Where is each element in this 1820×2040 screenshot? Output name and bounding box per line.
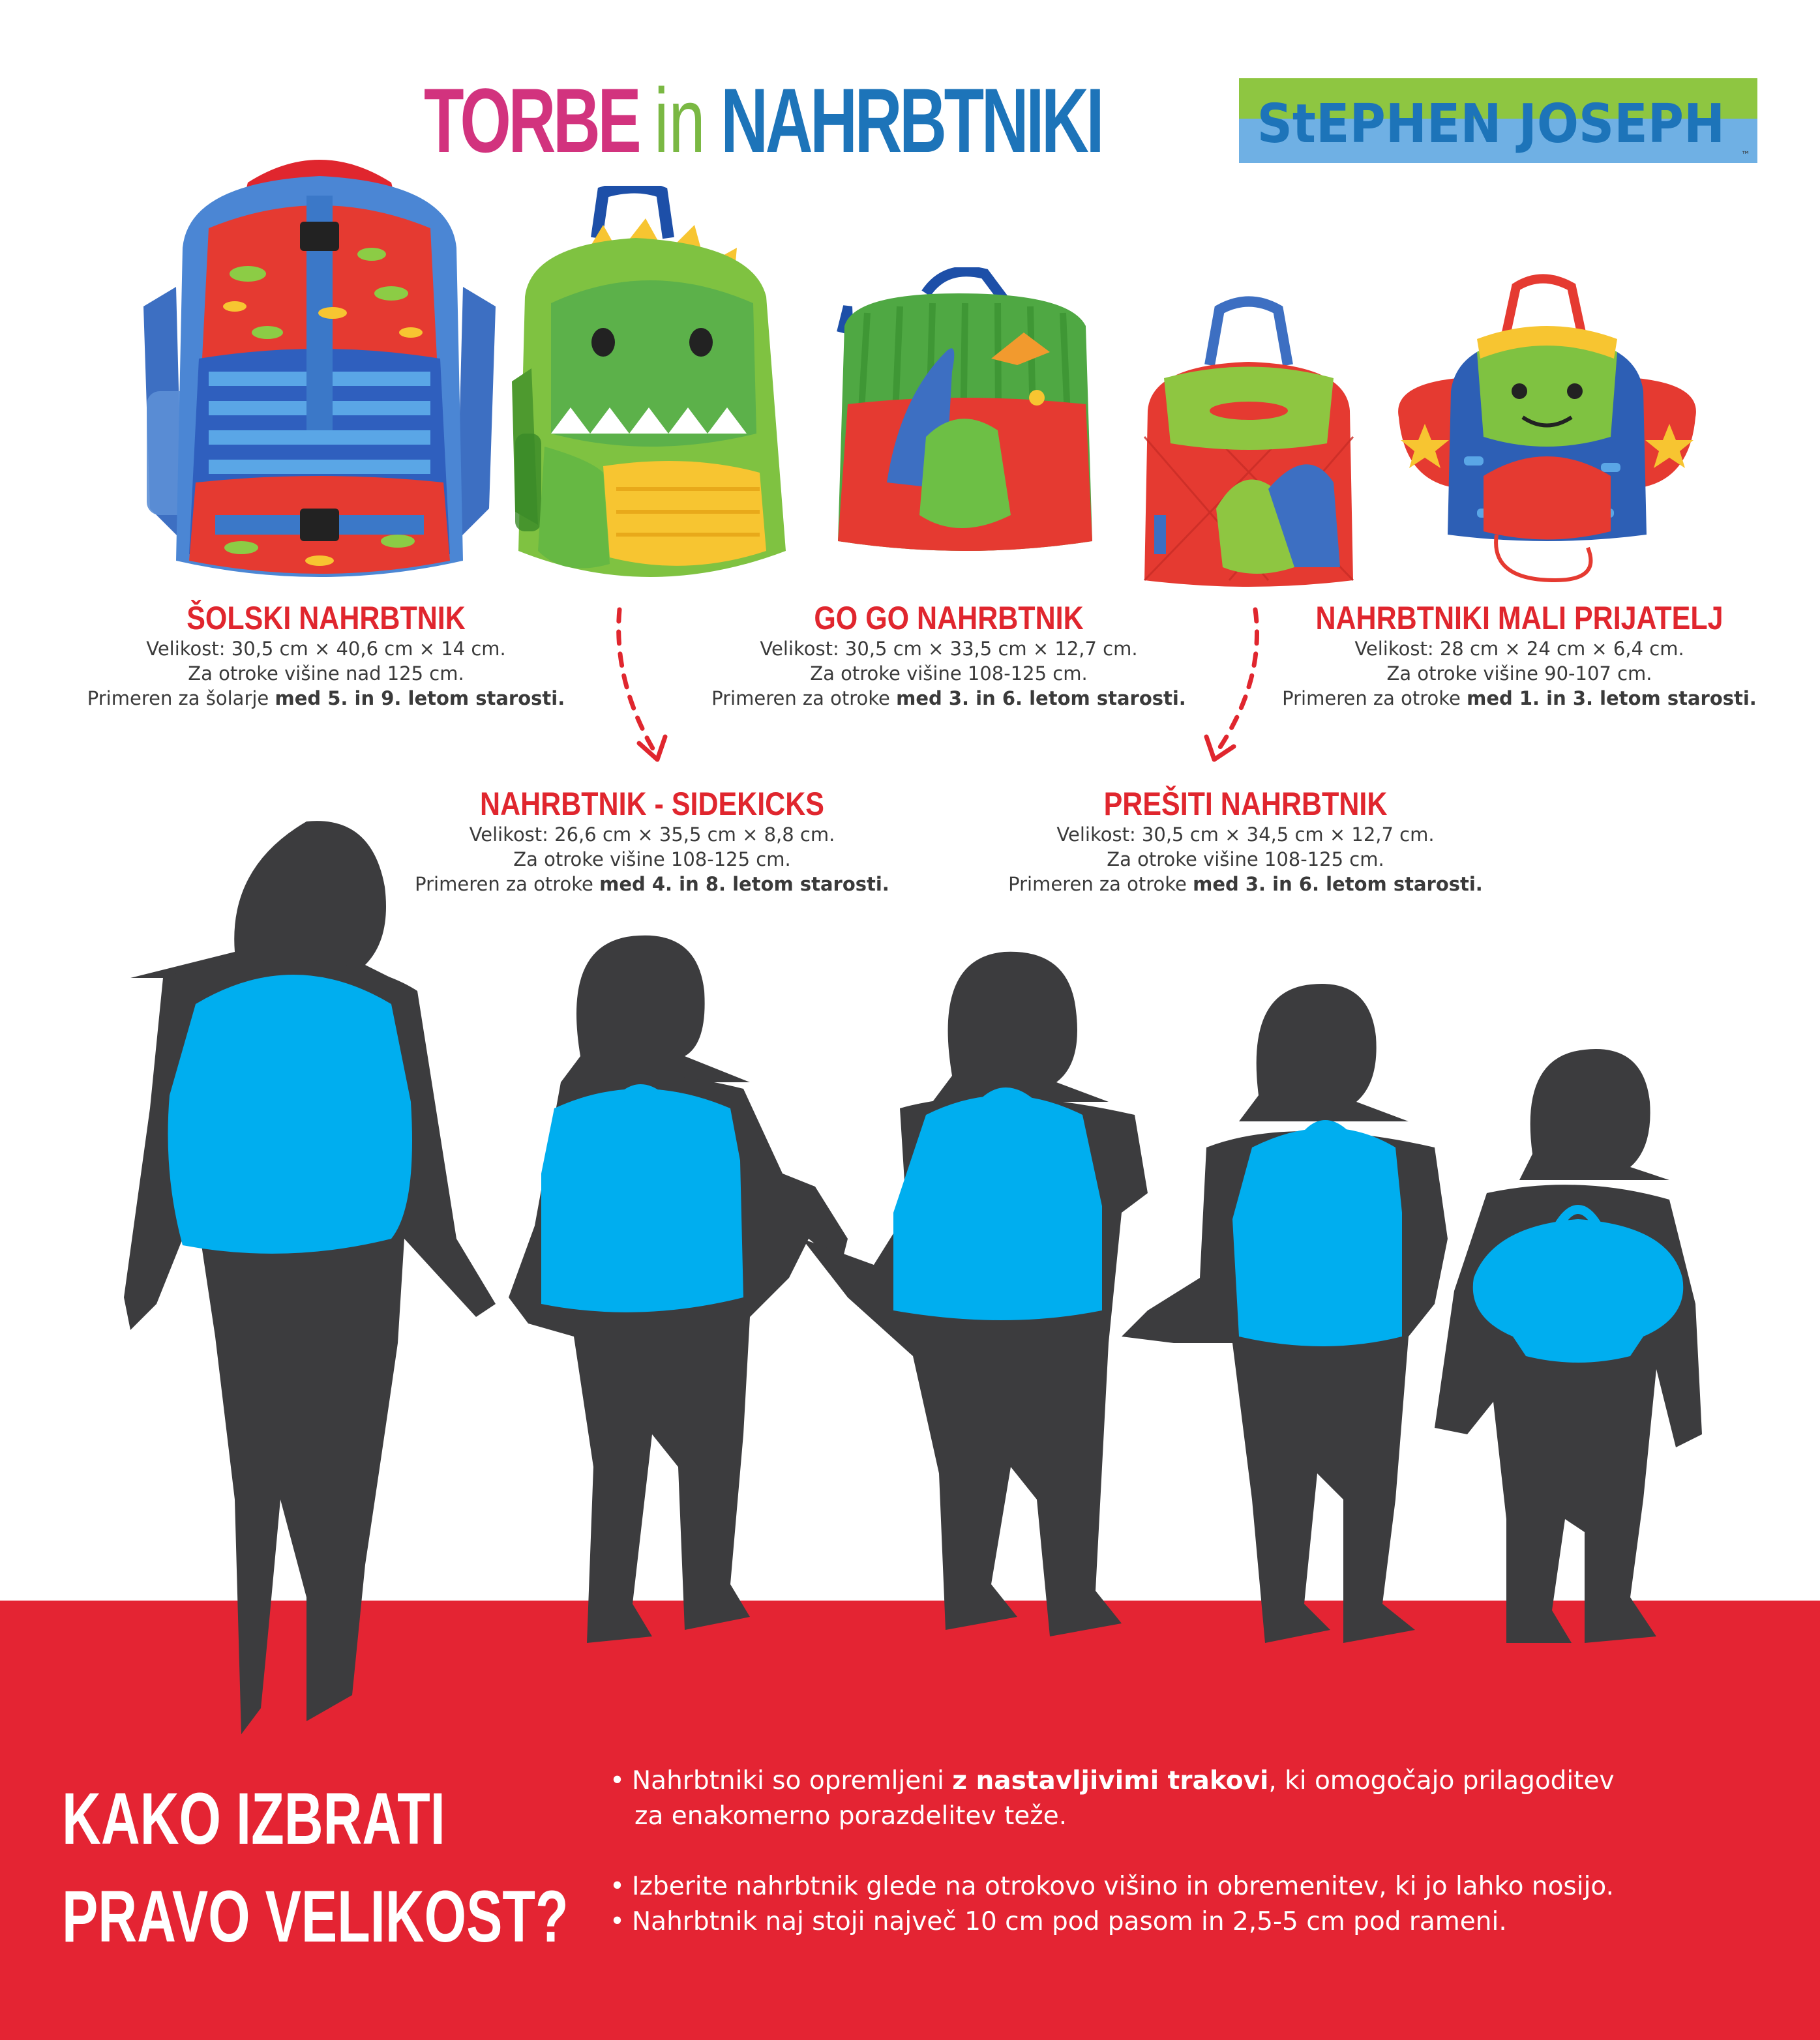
- product-height: Za otroke višine 90-107 cm.: [1386, 662, 1652, 685]
- product-name: NAHRBTNIKI MALI PRIJATELJ: [1315, 600, 1723, 636]
- tip-continuation: za enakomerno porazdelitev teže.: [634, 1801, 1067, 1831]
- footer-title: [62, 1770, 569, 1966]
- product-name: GO GO NAHRBTNIK: [814, 600, 1084, 636]
- product-age: Primeren za otroke med 1. in 3. letom starosti.: [1282, 687, 1757, 709]
- brand-trademark: ™: [1741, 150, 1750, 160]
- school-backpack-image: [137, 143, 502, 587]
- caption-mini-sidekick-backpack: [1246, 600, 1793, 711]
- tip-item: • Nahrbtnik naj stoji največ 10 cm pod pasom in 2,5-5 cm pod rameni.: [610, 1904, 1615, 1940]
- tip-item: • Nahrbtniki so opremljeni z nastavljivimi trakovi, ki omogočajo prilagoditev za enakomerno porazdelitev teže.: [610, 1764, 1615, 1834]
- sidekicks-backpack-image: [505, 186, 799, 600]
- product-age: Primeren za otroke med 3. in 6. letom starosti.: [711, 687, 1186, 709]
- title-word-nahrbtniki: NAHRBTNIKI: [721, 69, 1102, 171]
- silhouette-backpack-1: [168, 975, 413, 1254]
- caption-school-backpack: [59, 600, 593, 711]
- silhouette-backpack-3: [893, 1095, 1102, 1320]
- mini-sidekick-backpack-image: [1386, 274, 1708, 587]
- product-height: Za otroke višine 108-125 cm.: [513, 848, 791, 870]
- product-name: PREŠITI NAHRBTNIK: [1103, 786, 1388, 822]
- caption-gogo-backpack: [681, 600, 1216, 711]
- product-name: ŠOLSKI NAHRBTNIK: [186, 600, 466, 636]
- gogo-backpack-image: [828, 267, 1102, 554]
- product-size: Velikost: 30,5 cm × 40,6 cm × 14 cm.: [146, 638, 506, 660]
- silhouette-backpack-4: [1232, 1128, 1402, 1346]
- page-title: [424, 69, 1102, 171]
- tips-list: [610, 1764, 1615, 1940]
- arrow-to-quilted: [1193, 603, 1272, 773]
- brand-logo-text: StEPHEN JOSEPH: [1257, 93, 1725, 155]
- quilted-backpack-image: [1138, 293, 1360, 590]
- product-age: Primeren za šolarje med 5. in 9. letom starosti.: [87, 687, 565, 709]
- bullet-icon: •: [610, 1907, 625, 1936]
- bullet-icon: •: [610, 1766, 625, 1796]
- title-word-in: in: [654, 69, 706, 171]
- children-silhouettes: [0, 808, 1820, 1773]
- footer-title-line-1: KAKO IZBRATI: [62, 1778, 445, 1859]
- arrow-to-sidekicks: [600, 603, 678, 773]
- product-height: Za otroke višine 108-125 cm.: [1107, 848, 1384, 870]
- product-size: Velikost: 30,5 cm × 34,5 cm × 12,7 cm.: [1056, 823, 1435, 846]
- footer-title-line-2: PRAVO VELIKOST?: [62, 1876, 569, 1957]
- title-word-torbe: TORBE: [424, 69, 639, 171]
- tip-item: • Izberite nahrbtnik glede na otrokovo višino in obremenitev, ki jo lahko nosijo.: [610, 1869, 1615, 1904]
- product-size: Velikost: 30,5 cm × 33,5 cm × 12,7 cm.: [760, 638, 1138, 660]
- brand-logo: [1239, 78, 1757, 163]
- silhouette-backpack-2: [541, 1089, 743, 1312]
- product-name: NAHRBTNIK - SIDEKICKS: [480, 786, 824, 822]
- product-size: Velikost: 26,6 cm × 35,5 cm × 8,8 cm.: [469, 823, 835, 846]
- product-age: Primeren za otroke med 4. in 8. letom starosti.: [415, 873, 889, 895]
- bullet-icon: •: [610, 1872, 625, 1901]
- child-silhouette-1: [124, 821, 496, 1734]
- product-height: Za otroke višine nad 125 cm.: [188, 662, 464, 685]
- product-size: Velikost: 28 cm × 24 cm × 6,4 cm.: [1354, 638, 1684, 660]
- product-age: Primeren za otroke med 3. in 6. letom starosti.: [1008, 873, 1483, 895]
- product-height: Za otroke višine 108-125 cm.: [810, 662, 1088, 685]
